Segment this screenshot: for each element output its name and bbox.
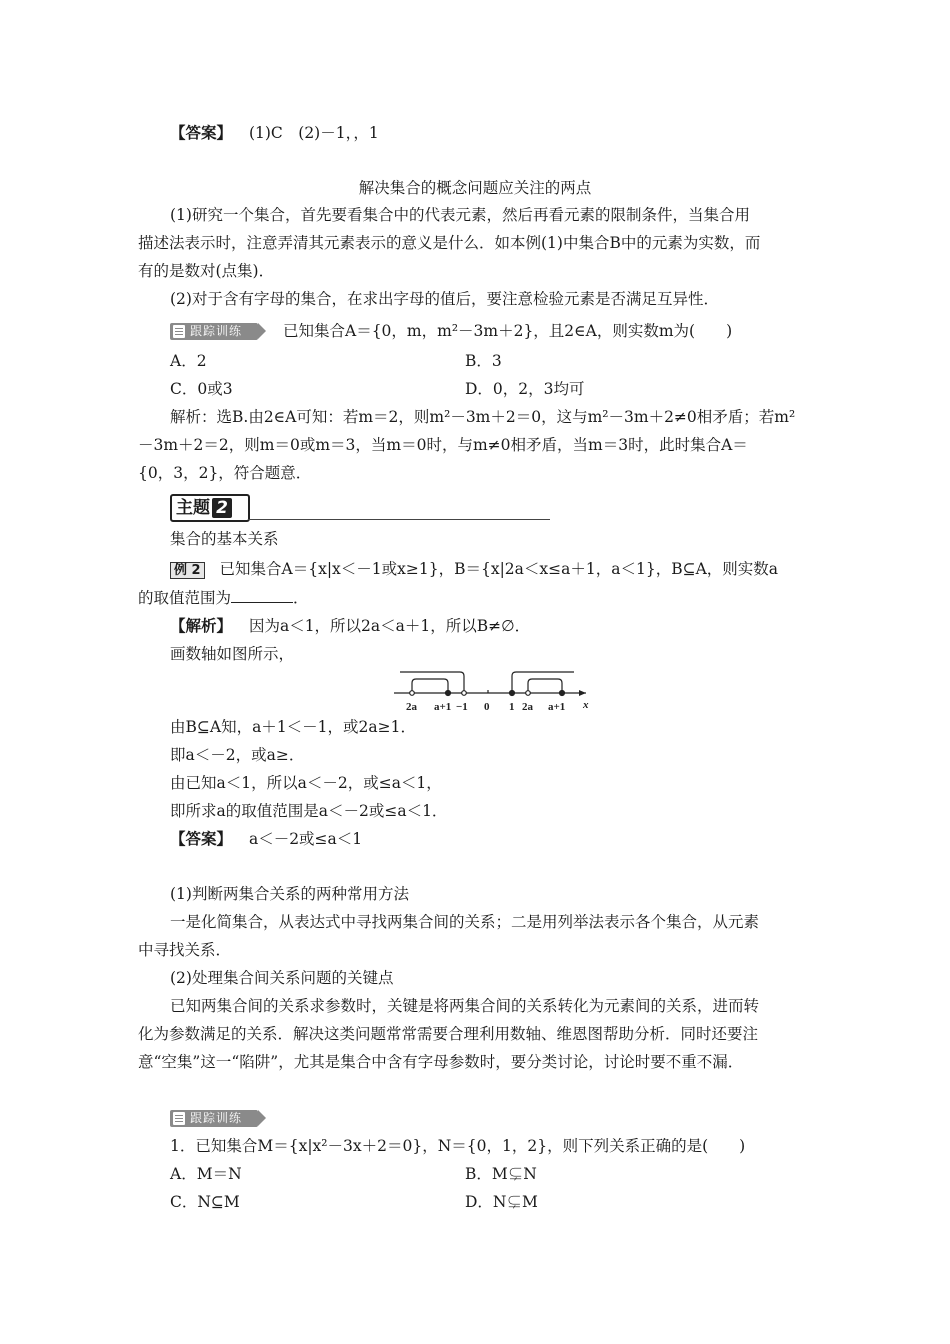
p2-option-d: D．N⊊M <box>465 1193 538 1211</box>
axis-arrow <box>579 690 586 696</box>
note2-h2: (2)处理集合间关系问题的关键点 <box>170 969 394 987</box>
set-a-right-bound <box>512 672 574 693</box>
p2-option-a: A．M＝N <box>170 1165 242 1183</box>
label-a1-right: a+1 <box>548 701 566 713</box>
point-1 <box>510 691 515 696</box>
label-x: x <box>583 699 589 711</box>
solution-line1: 解析：选B.由2∈A可知：若m＝2，则m²－3m＋2＝0，这与m²－3m＋2≠0相矛盾；若m² <box>170 408 796 426</box>
label-zero: 0 <box>484 701 490 713</box>
solution-line3: {0，3，2}，符合题意． <box>138 464 312 482</box>
solution-line2: －3m＋2＝2，则m＝0或m＝3，当m＝0时，与m≠0相矛盾，当m＝3时，此时集合A＝ <box>138 436 748 454</box>
note1-p1-line1: (1)研究一个集合，首先要看集合中的代表元素，然后再看元素的限制条件，当集合用 <box>170 206 750 224</box>
topic-rule <box>248 519 550 520</box>
option-c: C．0或3 <box>170 380 233 398</box>
answer-text: (1)C (2)－1，，1 <box>248 124 379 142</box>
step4: 即所求a的取值范围是a＜－2或≤a＜1． <box>170 802 448 820</box>
note2-p1-line1: 一是化简集合，从表达式中寻找两集合间的关系；二是用列举法表示各个集合，从元素 <box>170 913 760 931</box>
point-2a-left <box>410 691 415 696</box>
example2-question-line2 <box>138 587 309 609</box>
example2-question-text2: 的取值范围为 <box>138 589 232 607</box>
answer-label: 【答案】 <box>170 123 233 142</box>
topic-number: 2 <box>212 498 232 518</box>
answer-label-2: 【答案】 <box>170 829 233 848</box>
topic-label: 主题 <box>176 498 210 518</box>
analysis-line <box>170 615 530 637</box>
label-one: 1 <box>509 701 515 713</box>
p2-option-c: C．N⊆M <box>170 1193 240 1211</box>
step3: 由已知a＜1，所以a＜－2，或≤a＜1， <box>170 774 442 792</box>
note1-p2: (2)对于含有字母的集合，在求出字母的值后，要注意检验元素是否满足互异性． <box>170 290 719 308</box>
point-a1-right <box>560 691 565 696</box>
set-a-left-bound <box>400 672 464 693</box>
point-minus1 <box>462 691 467 696</box>
practice2-question: 1．已知集合M＝{x|x²－3x＋2＝0}，N＝{0，1，2}，则下列关系正确的是( ) <box>170 1137 746 1155</box>
answer-line-1 <box>170 122 379 144</box>
practice-tag-2 <box>170 1110 258 1127</box>
note2-h1: (1)判断两集合关系的两种常用方法 <box>170 885 409 903</box>
label-2a-left: 2a <box>406 701 417 713</box>
option-a: A．2 <box>170 352 207 370</box>
practice-tag-label: 跟踪训练 <box>190 324 243 338</box>
example-badge: 例 2 <box>170 562 205 579</box>
analysis-text: 因为a＜1，所以2a＜a＋1，所以B≠∅． <box>248 617 531 635</box>
example2-question-line1 <box>170 558 778 580</box>
practice1-question: 已知集合A＝{0，m，m²－3m＋2}，且2∈A，则实数m为( ) <box>283 322 733 340</box>
label-2a-right: 2a <box>522 701 533 713</box>
answer-line-2 <box>170 828 362 850</box>
note1-title: 解决集合的概念问题应关注的两点 <box>358 179 592 197</box>
topic-badge <box>170 494 250 522</box>
practice-tag-label-2: 跟踪训练 <box>190 1111 243 1125</box>
example2-question-text: 已知集合A＝{x|x＜－1或x≥1}，B＝{x|2a＜x≤a＋1，a＜1}，B⊆A，则实数a <box>219 560 779 578</box>
topic-title: 集合的基本关系 <box>170 530 279 548</box>
document-icon-2 <box>173 1112 185 1125</box>
set-b-left-bracket <box>412 679 448 693</box>
example2-question-end: ． <box>293 589 309 607</box>
draw-axis-line: 画数轴如图所示， <box>170 645 295 663</box>
analysis-label: 【解析】 <box>170 616 233 635</box>
set-b-right-bracket <box>528 679 562 693</box>
number-line-figure <box>390 666 600 714</box>
label-minus1: −1 <box>456 701 468 713</box>
point-2a-right <box>526 691 531 696</box>
note1-p1-line2: 描述法表示时，注意弄清其元素表示的意义是什么．如本例(1)中集合B中的元素为实数，而 <box>138 234 761 252</box>
note2-p2-line3: 意“空集”这一“陷阱”，尤其是集合中含有字母参数时，要分类讨论，讨论时要不重不漏． <box>138 1053 744 1071</box>
answer-text-2: a＜－2或≤a＜1 <box>248 830 363 848</box>
step1: 由B⊆A知，a＋1＜－1，或2a≥1． <box>170 718 416 736</box>
p2-option-b: B．M⊊N <box>465 1165 537 1183</box>
note1-p1-line3: 有的是数对(点集)． <box>138 262 275 280</box>
step2: 即a＜－2，或a≥． <box>170 746 305 764</box>
note2-p2-line2: 化为参数满足的关系．解决这类问题常常需要合理利用数轴、维恩图帮助分析．同时还要注 <box>138 1025 759 1043</box>
practice-tag-1 <box>170 323 258 340</box>
note2-p1-line2: 中寻找关系． <box>138 941 232 959</box>
option-d: D．0，2，3均可 <box>465 380 585 398</box>
note2-p2-line1: 已知两集合间的关系求参数时，关键是将两集合间的关系转化为元素间的关系，进而转 <box>170 997 760 1015</box>
document-icon <box>173 325 185 338</box>
point-a1-left <box>446 691 451 696</box>
label-a1-left: a+1 <box>434 701 452 713</box>
answer-blank <box>231 588 293 603</box>
option-b: B．3 <box>465 352 502 370</box>
topic-header <box>170 494 550 521</box>
